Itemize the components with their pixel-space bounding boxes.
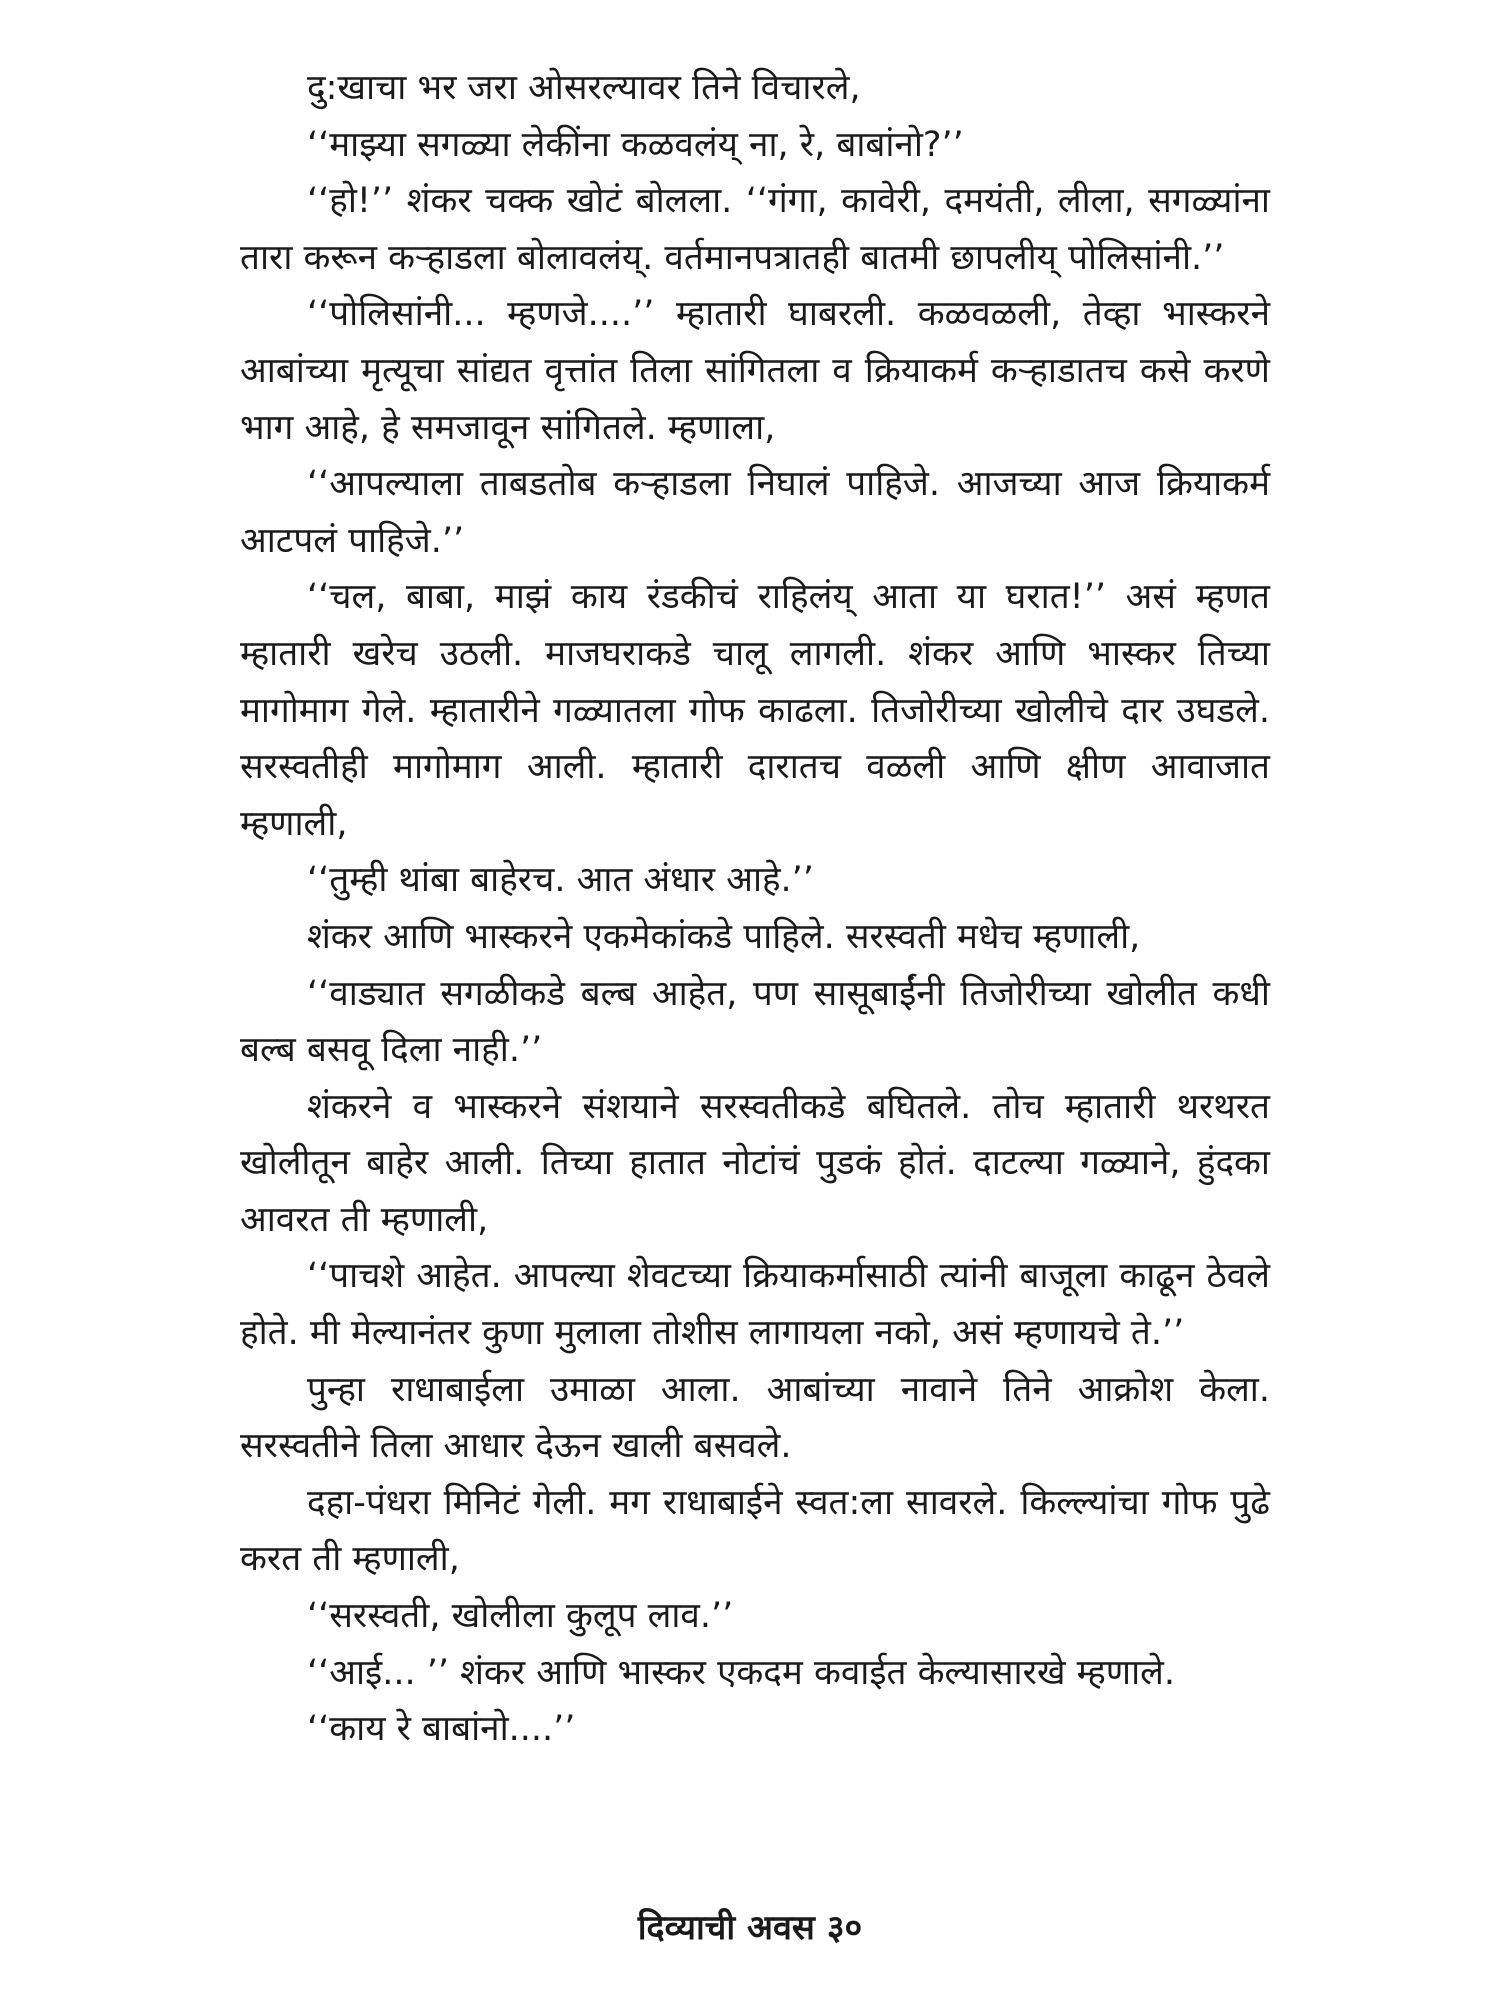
paragraph: दु:खाचा भर जरा ओसरल्यावर तिने विचारले, [307,68,861,108]
paragraph: ‘‘आई... ’’ शंकर आणि भास्कर एकदम कवाईत केल्यासारखे म्हणाले. [307,1652,1176,1693]
paragraph: ‘‘चल, बाबा, माझं काय रंडकीचं राहिलंय् आता या घरात!’’ असं म्हणत म्हातारी खरेच उठली. माजघराकडे चालू लागली. शंकर आणि भास्कर तिच्या मागोमाग गेले. म्हातारीने गळ्यातला गोफ काढला. तिजोरीच्या खोलीचे दार उघडले. सरस्वतीही मागोमाग आली. म्हातारी दारातच वळली आणि क्षीण आवाजात म्हणाली, [240,577,1270,844]
paragraph: ‘‘पाचशे आहेत. आपल्या शेवटच्या क्रियाकर्मासाठी त्यांनी बाजूला काढून ठेवले होते. मी मेल्यानंतर कुणा मुलाला तोशीस लागायला नको, असं म्हणायचे ते.’’ [240,1256,1270,1354]
paragraph: ‘‘सरस्वती, खोलीला कुलूप लाव.’’ [307,1596,734,1637]
paragraph: पुन्हा राधाबाईला उमाळा आला. आबांच्या नावाने तिने आक्रोश केला. सरस्वतीने तिला आधार देऊन खाली बसवले. [240,1369,1270,1467]
paragraph: ‘‘वाड्यात सगळीकडे बल्ब आहेत, पण सासूबाईंनी तिजोरीच्या खोलीत कधी बल्ब बसवू दिला नाही.’’ [240,973,1270,1071]
paragraph: शंकरने व भास्करने संशयाने सरस्वतीकडे बघितले. तोच म्हातारी थरथरत खोलीतून बाहेर आली. तिच्या हातात नोटांचं पुडकं होतं. दाटल्या गळ्याने, हुंदका आवरत ती म्हणाली, [240,1086,1270,1240]
paragraph: ‘‘काय रे बाबांनो....’’ [307,1709,576,1750]
paragraph: ‘‘माझ्या सगळ्या लेकींना कळवलंय् ना, रे, बाबांनो?’’ [307,124,964,165]
book-title: दिव्याची अवस [637,1908,815,1948]
body-text [240,60,1270,1758]
paragraph: ‘‘हो!’’ शंकर चक्क खोटं बोलला. ‘‘गंगा, कावेरी, दमयंती, लीला, सगळ्यांना तारा करून कऱ्हाडला बोलावलंय्. वर्तमानपत्रातही बातमी छापलीय् पोलिसांनी.’’ [240,181,1270,278]
paragraph: दहा-पंधरा मिनिटं गेली. मग राधाबाईने स्वत:ला सावरले. किल्ल्यांचा गोफ पुढे करत ती म्हणाली, [240,1482,1270,1580]
page-footer [0,1906,1500,1950]
paragraph: ‘‘पोलिसांनी... म्हणजे....’’ म्हातारी घाबरली. कळवळली, तेव्हा भास्करने आबांच्या मृत्यूचा सांद्यत वृत्तांत तिला सांगितला व क्रियाकर्म कऱ्हाडातच कसे करणे भाग आहे, हे समजावून सांगितले. म्हणाला, [240,294,1270,448]
paragraph: ‘‘आपल्याला ताबडतोब कऱ्हाडला निघालं पाहिजे. आजच्या आज क्रियाकर्म आटपलं पाहिजे.’’ [240,464,1270,561]
paragraph: शंकर आणि भास्करने एकमेकांकडे पाहिले. सरस्वती मधेच म्हणाली, [307,916,1141,957]
page-number: ३० [826,1908,863,1948]
paragraph: ‘‘तुम्ही थांबा बाहेरच. आत अंधार आहे.’’ [307,860,814,901]
